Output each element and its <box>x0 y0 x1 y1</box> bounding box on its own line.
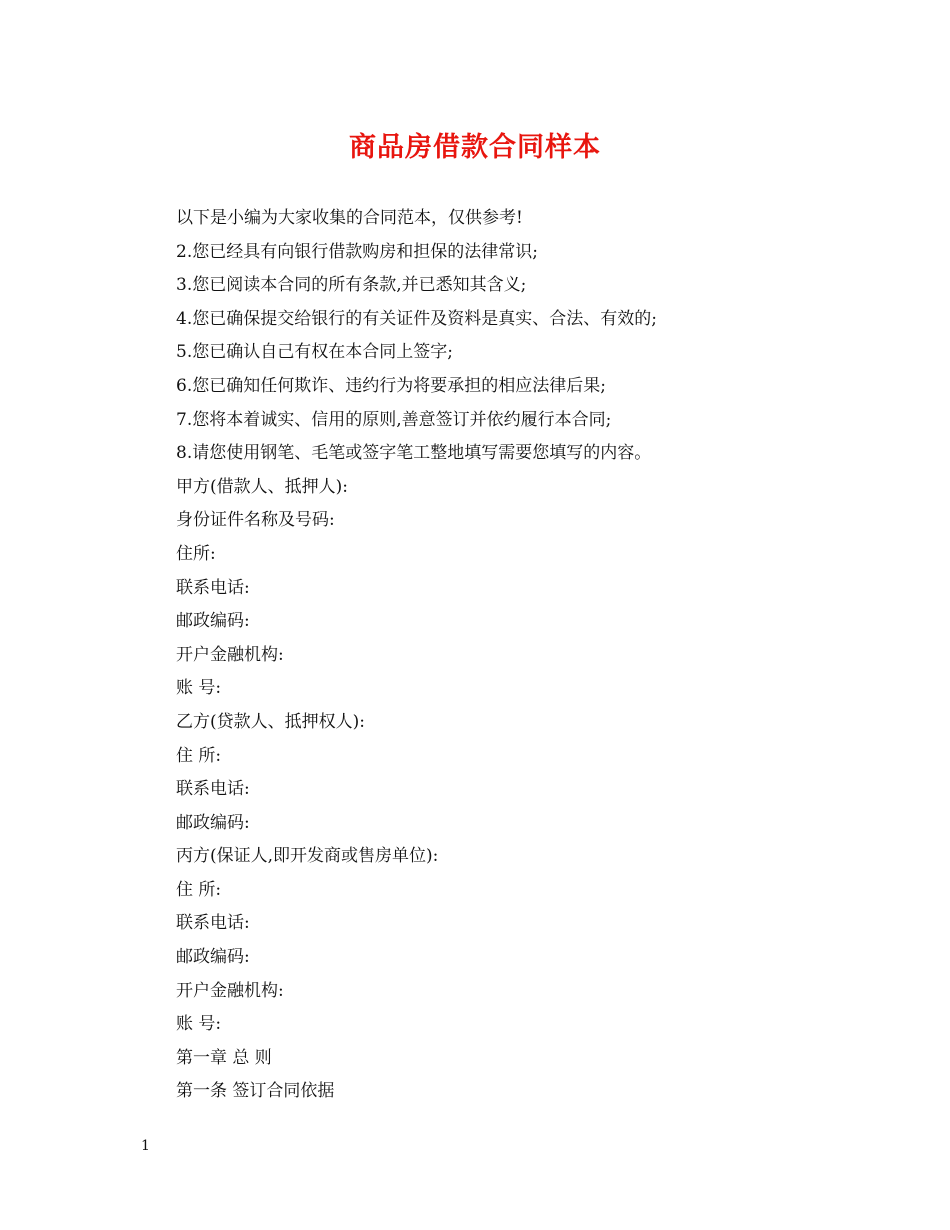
body-line: 联系电话: <box>176 913 250 934</box>
body-line: 丙方(保证人,即开发商或售房单位): <box>176 846 439 867</box>
body-line: 8.请您使用钢笔、毛笔或签字笔工整地填写需要您填写的内容。 <box>176 443 652 464</box>
body-line: 3.您已阅读本合同的所有条款,并已悉知其含义; <box>176 275 527 296</box>
body-line: 邮政编码: <box>176 947 250 968</box>
body-line: 第一章 总 则 <box>176 1047 272 1068</box>
body-line: 6.您已确知任何欺诈、违约行为将要承担的相应法律后果; <box>176 375 606 396</box>
body-line: 以下是小编为大家收集的合同范本，仅供参考! <box>176 208 523 228</box>
body-line: 乙方(贷款人、抵押权人): <box>176 711 365 732</box>
body-line: 开户金融机构: <box>176 980 284 1001</box>
page-number: 1 <box>141 1138 150 1154</box>
body-line: 账 号: <box>176 678 222 699</box>
body-line: 住所: <box>176 543 216 564</box>
body-line: 开户金融机构: <box>176 644 284 665</box>
body-line: 甲方(借款人、抵押人): <box>176 476 348 497</box>
body-line: 邮政编码: <box>176 611 250 632</box>
body-line: 2.您已经具有向银行借款购房和担保的法律常识; <box>176 241 538 262</box>
body-line: 7.您将本着诚实、信用的原则,善意签订并依约履行本合同; <box>176 409 612 430</box>
body-line: 4.您已确保提交给银行的有关证件及资料是真实、合法、有效的; <box>176 308 657 329</box>
body-line: 第一条 签订合同依据 <box>176 1081 335 1102</box>
body-line: 身份证件名称及号码: <box>176 510 335 531</box>
body-line: 5.您已确认自己有权在本合同上签字; <box>176 342 453 363</box>
body-line: 住 所: <box>176 879 222 900</box>
document-title: 商品房借款合同样本 <box>349 132 601 163</box>
document-body <box>176 202 876 1109</box>
body-line: 住 所: <box>176 745 222 766</box>
body-line: 账 号: <box>176 1014 222 1035</box>
body-line: 邮政编码: <box>176 812 250 833</box>
body-line: 联系电话: <box>176 779 250 800</box>
body-line: 联系电话: <box>176 577 250 598</box>
